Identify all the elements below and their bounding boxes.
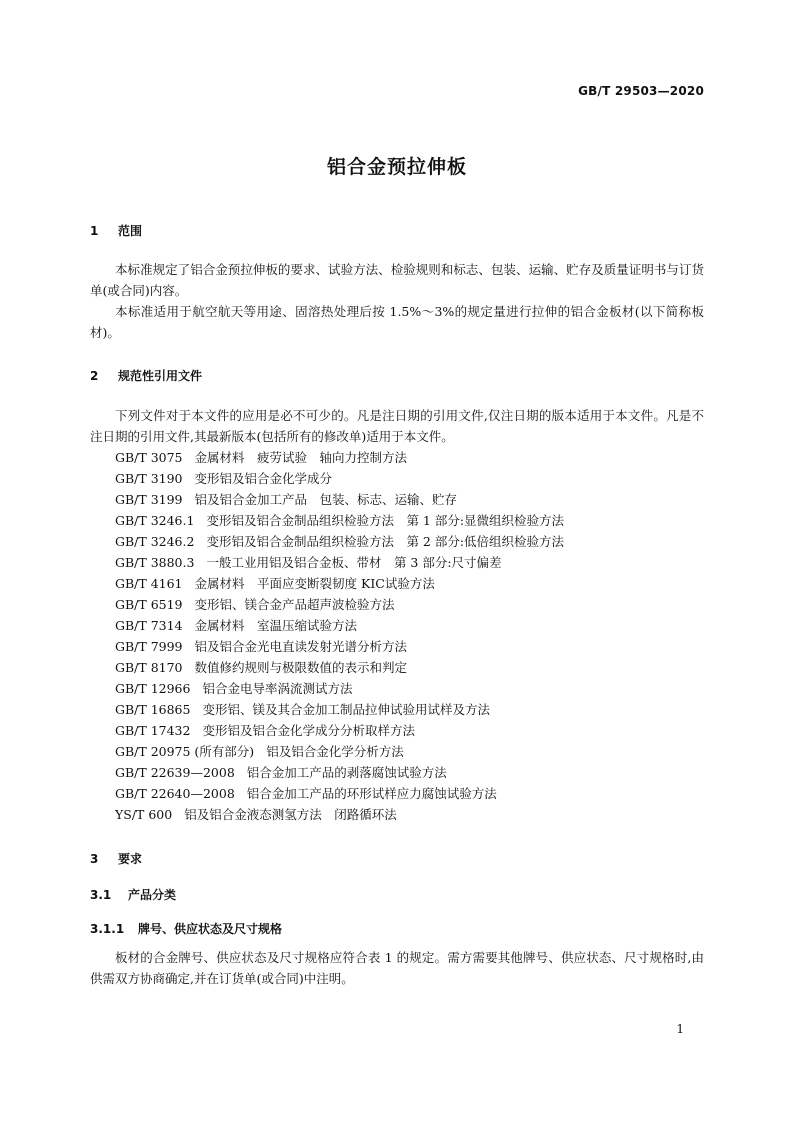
scope-paragraph-2: 本标准适用于航空航天等用途、固溶热处理后按 1.5%～3%的规定量进行拉伸的铝合金板材(以下简称板材)。 [90,304,704,340]
reference-code: GB/T 3880.3 [115,555,195,570]
standard-number: GB/T 29503—2020 [578,84,704,98]
reference-code: YS/T 600 [115,807,173,822]
reference-code: GB/T 17432 [115,723,191,738]
reference-item [115,615,564,636]
reference-item [115,699,564,720]
reference-item [115,531,564,552]
reference-title: 数值修约规则与极限数值的表示和判定 [194,660,408,675]
reference-item [115,510,564,531]
grade-paragraph: 板材的合金牌号、供应状态及尺寸规格应符合表 1 的规定。需方需要其他牌号、供应状态、尺寸规格时,由供需双方协商确定,并在订货单(或合同)中注明。 [90,950,704,986]
reference-item [115,762,564,783]
reference-code: GB/T 7314 [115,618,183,633]
reference-item [115,720,564,741]
reference-title: 铝合金加工产品的剥落腐蚀试验方法 [246,765,447,780]
reference-title: 一般工业用铝及铝合金板、带材 第 3 部分:尺寸偏差 [206,555,502,570]
references-intro: 下列文件对于本文件的应用是必不可少的。凡是注日期的引用文件,仅注日期的版本适用于本文件。凡是不注日期的引用文件,其最新版本(包括所有的修改单)适用于本文件。 [90,408,704,444]
reference-code: GB/T 6519 [115,597,183,612]
reference-item [115,573,564,594]
section-2-heading [90,367,202,384]
reference-item [115,594,564,615]
reference-item [115,552,564,573]
reference-item [115,636,564,657]
section-1-heading [90,222,142,239]
section-title: 牌号、供应状态及尺寸规格 [138,922,283,936]
reference-code: GB/T 3246.2 [115,534,195,549]
section-number: 1 [90,224,99,238]
reference-title: 金属材料 室温压缩试验方法 [194,618,358,633]
reference-code: GB/T 4161 [115,576,183,591]
reference-title: 金属材料 疲劳试验 轴向力控制方法 [194,450,408,465]
reference-code: GB/T 3075 [115,450,183,465]
reference-title: 变形铝、镁及其合金加工制品拉伸试验用试样及方法 [202,702,490,717]
reference-item [115,783,564,804]
reference-title: 铝及铝合金化学分析方法 [266,744,404,759]
section-3-heading [90,850,142,867]
reference-item [115,447,564,468]
reference-item [115,804,564,825]
section-3-1-1-heading [90,920,282,937]
reference-title: 变形铝及铝合金制品组织检验方法 第 2 部分:低倍组织检验方法 [206,534,565,549]
section-title: 规范性引用文件 [118,369,203,383]
reference-code: GB/T 3199 [115,492,183,507]
reference-code: GB/T 16865 [115,702,191,717]
reference-title: 变形铝及铝合金制品组织检验方法 第 1 部分:显微组织检验方法 [206,513,565,528]
reference-item [115,741,564,762]
reference-code: GB/T 7999 [115,639,183,654]
document-title: 铝合金预拉伸板 [326,156,467,178]
reference-code: GB/T 8170 [115,660,183,675]
reference-title: 铝及铝合金液态测氢方法 闭路循环法 [184,807,397,822]
reference-item [115,468,564,489]
section-number: 3 [90,852,99,866]
section-title: 产品分类 [128,888,177,902]
section-number: 2 [90,369,99,383]
reference-code: GB/T 20975 (所有部分) [115,744,255,759]
section-number: 3.1 [90,888,112,902]
reference-code: GB/T 3246.1 [115,513,195,528]
section-number: 3.1.1 [90,922,125,936]
reference-title: 变形铝、镁合金产品超声波检验方法 [194,597,395,612]
reference-code: GB/T 12966 [115,681,191,696]
section-title: 要求 [118,852,143,866]
reference-title: 铝及铝合金光电直读发射光谱分析方法 [194,639,408,654]
reference-code: GB/T 3190 [115,471,183,486]
reference-title: 变形铝及铝合金化学成分分析取样方法 [202,723,415,738]
page-number: 1 [676,1022,684,1036]
normative-references-list [115,447,564,825]
reference-title: 变形铝及铝合金化学成分 [194,471,333,486]
reference-title: 金属材料 平面应变断裂韧度 KIC试验方法 [194,576,435,591]
reference-code: GB/T 22639—2008 [115,765,235,780]
section-3-1-heading [90,886,176,903]
reference-item [115,657,564,678]
reference-item [115,678,564,699]
reference-title: 铝合金加工产品的环形试样应力腐蚀试验方法 [246,786,497,801]
reference-title: 铝合金电导率涡流测试方法 [202,681,353,696]
reference-code: GB/T 22640—2008 [115,786,235,801]
reference-title: 铝及铝合金加工产品 包装、标志、运输、贮存 [194,492,458,507]
scope-paragraph-1: 本标准规定了铝合金预拉伸板的要求、试验方法、检验规则和标志、包装、运输、贮存及质量证明书与订货单(或合同)内容。 [90,262,704,298]
section-title: 范围 [118,224,143,238]
reference-item [115,489,564,510]
